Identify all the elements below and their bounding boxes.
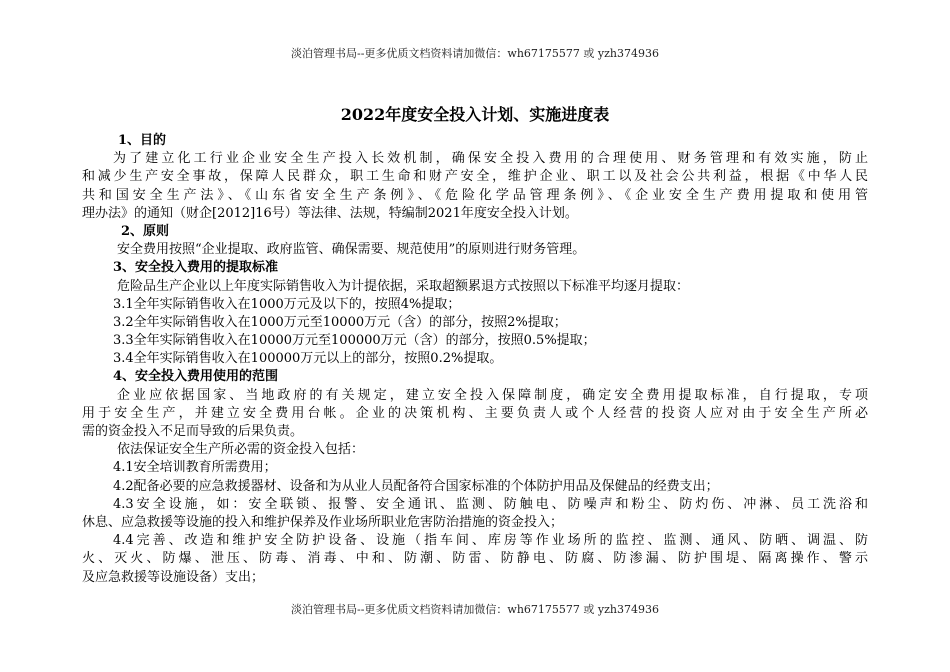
- section-4-line: 4.1安全培训教育所需费用；: [113, 460, 277, 476]
- section-4-line: 依法保证安全生产所必需的资金投入包括：: [117, 442, 365, 458]
- section-4-line: 4.4完善、改造和维护安全防护设备、设施（指车间、库房等作业场所的监控、监测、通风、防晒、调温、防: [113, 533, 868, 549]
- section-3-heading: 3、安全投入费用的提取标准: [113, 260, 279, 276]
- section-1-heading: 1、目的: [118, 133, 167, 148]
- section-3-line: 3.4全年实际销售收入在100000万元以上的部分，按照0.2%提取。: [113, 351, 503, 367]
- section-3-line: 3.3全年实际销售收入在10000万元至100000万元（含）的部分，按照0.5%提取；: [113, 333, 596, 349]
- section-4-line: 4.3安全设施，如：安全联锁、报警、安全通讯、监测、防触电、防噪声和粉尘、防灼伤、冲淋、员工洗浴和: [113, 496, 868, 512]
- section-4-heading: 4、安全投入费用使用的范围: [113, 369, 279, 385]
- document-body: [82, 132, 868, 587]
- section-4-line: 需的资金投入不足而导致的后果负责。: [82, 424, 304, 439]
- section-2-heading: 2、原则: [121, 223, 170, 239]
- section-1-line: 为了建立化工行业企业安全生产投入长效机制，确保安全投入费用的合理使用、财务管理和有效实施，防止: [113, 151, 868, 167]
- section-4-line: 企业应依据国家、当地政府的有关规定，建立安全投入保障制度，确定安全费用提取标准，自行提取，专项: [117, 387, 868, 403]
- section-4-line: 用于安全生产，并建立安全费用台帐。企业的决策机构、主要负责人或个人经营的投资人应对由于安全生产所必: [82, 405, 868, 421]
- section-1-line: 共和国安全生产法》、《山东省安全生产条例》、《危险化学品管理条例》、《企业安全生产费用提取和使用管: [82, 187, 868, 203]
- page-footer: 淡泊管理书局--更多优质文档资料请加微信：wh67175577 或 yzh374936: [291, 603, 659, 616]
- document-title: 2022年度安全投入计划、实施进度表: [340, 105, 610, 124]
- section-1-line: 和减少生产安全事故，保障人民群众，职工生命和财产安全，维护企业、职工以及社会公共利益，根据《中华人民: [82, 169, 868, 185]
- section-3-line: 危险品生产企业以上年度实际销售收入为计提依据，采取超额累退方式按照以下标准平均逐月提取：: [117, 278, 690, 294]
- section-4-line: 火、灭火、防爆、泄压、防毒、消毒、中和、防潮、防雷、防静电、防腐、防渗漏、防护围堤、隔离操作、警示: [82, 551, 868, 567]
- section-3-line: 3.2全年实际销售收入在1000万元至10000万元（含）的部分，按照2%提取；: [113, 314, 567, 330]
- section-4-line: 4.2配备必要的应急救援器材、设备和为从业人员配备符合国家标准的个体防护用品及保健品的经费支出；: [113, 478, 719, 494]
- section-3-line: 3.1全年实际销售收入在1000万元及以下的，按照4%提取；: [113, 296, 461, 312]
- section-1-line: 理办法》的通知（财企[2012]16号）等法律、法规，特编制2021年度安全投入计划。: [82, 205, 578, 221]
- section-4-line: 及应急救援等设施设备）支出；: [82, 569, 265, 585]
- section-4-line: 休息、应急救援等设施的投入和维护保养及作业场所职业危害防治措施的资金投入；: [82, 514, 564, 530]
- section-2-line: 安全费用按照“企业提取、政府监管、确保需要、规范使用”的原则进行财务管理。: [117, 242, 586, 258]
- page-header: 淡泊管理书局--更多优质文档资料请加微信：wh67175577 或 yzh374936: [291, 47, 659, 60]
